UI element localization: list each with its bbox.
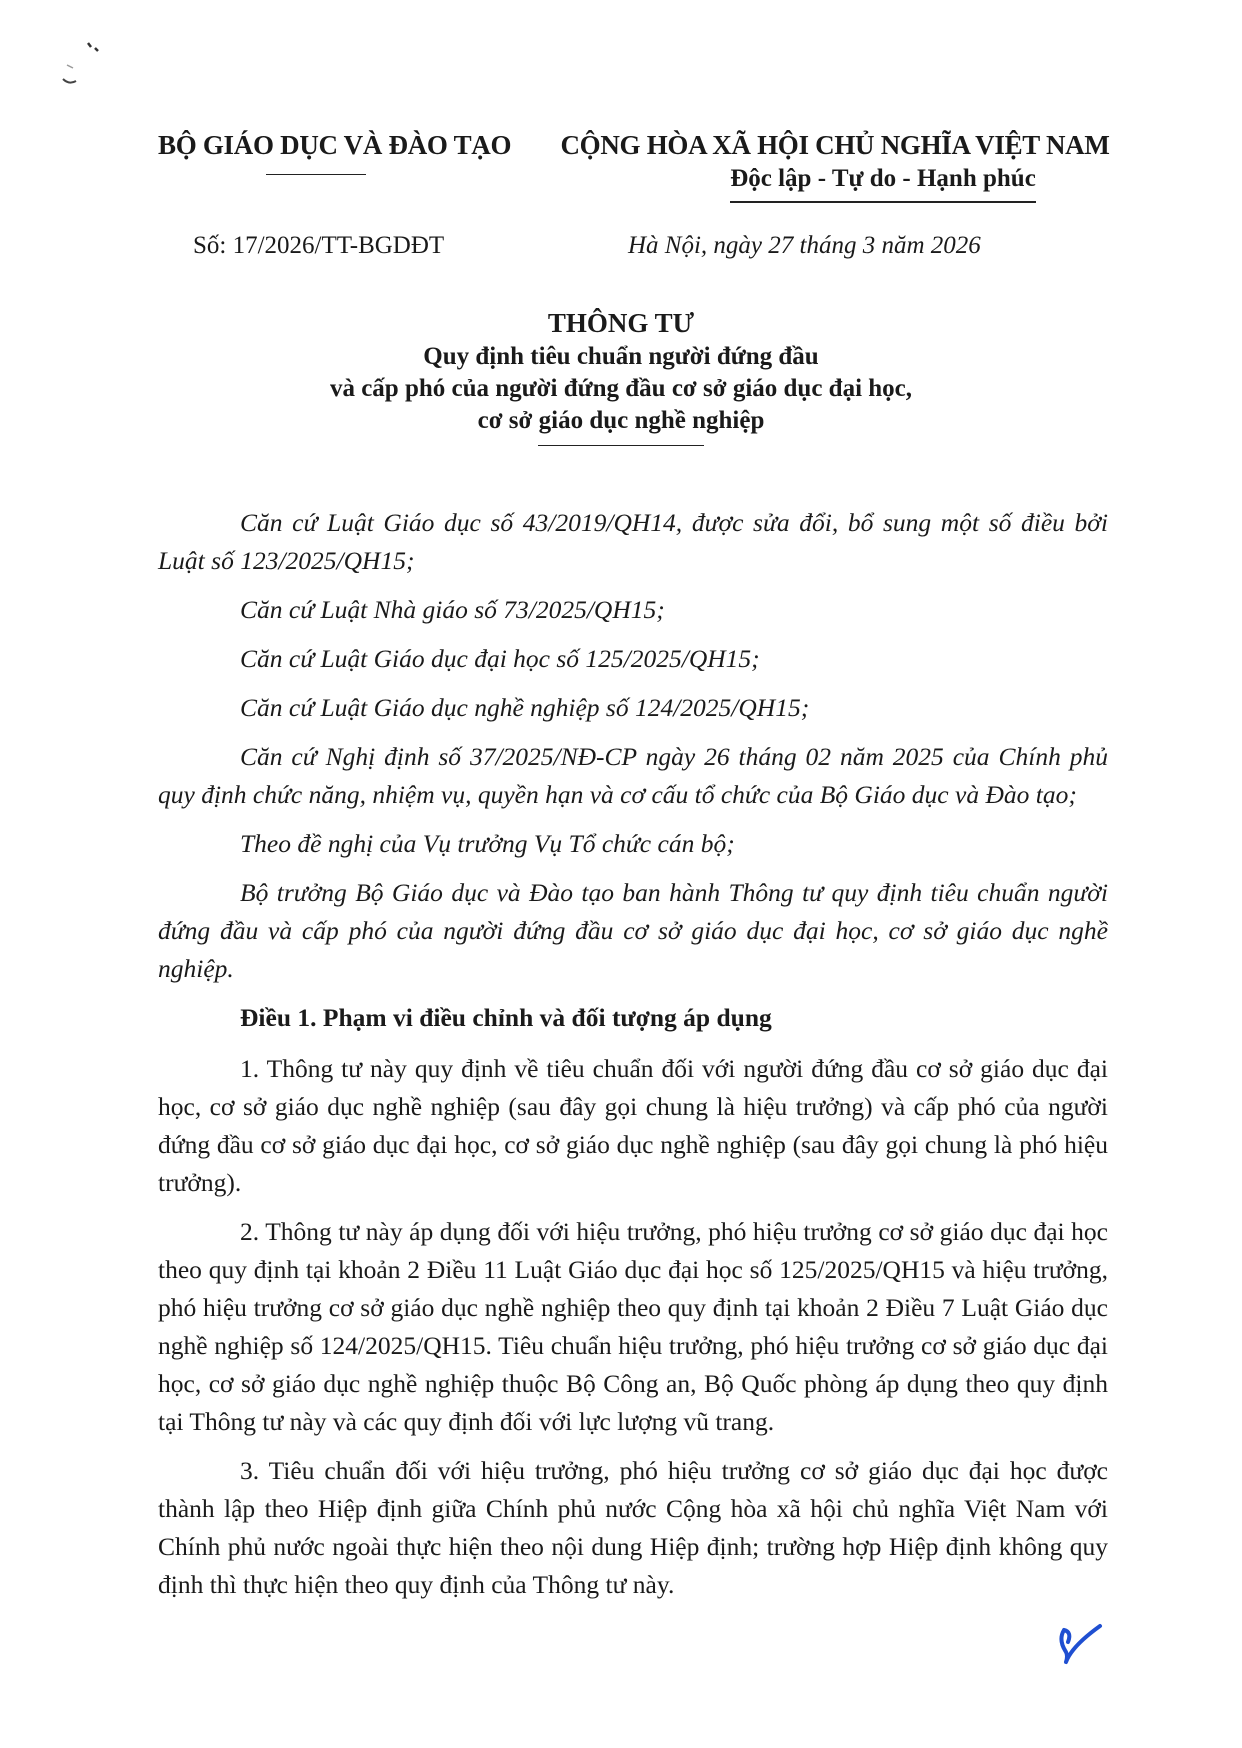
country-name: CỘNG HÒA XÃ HỘI CHỦ NGHĨA VIỆT NAM [560,130,1110,160]
subject-line: và cấp phó của người đứng đầu cơ sở giáo dục đại học, [329,375,913,402]
document-number: Số: 17/2026/TT-BGDĐT [193,232,445,259]
ministry-underline [266,174,366,175]
document-body [158,504,1108,1615]
article-clause: 2. Thông tư này áp dụng đối với hiệu trưởng, phó hiệu trưởng cơ sở giáo dục đại học theo quy định tại khoản 2 Điều 11 Luật Giáo dục đại học số 125/2025/QH15 và hiệu trưởng, phó hiệu trưởng cơ sở giáo dục nghề nghiệp theo quy định tại khoản 2 Điều 7 Luật Giáo dục nghề nghiệp số 124/2025/QH15. Tiêu chuẩn hiệu trưởng, phó hiệu trưởng cơ sở giáo dục đại học, cơ sở giáo dục nghề nghiệp thuộc Bộ Công an, Bộ Quốc phòng áp dụng theo quy định tại Thông tư này và các quy định đối với lực lượng vũ trang. [158,1217,1108,1436]
document-title [0,305,1242,446]
preamble-paragraph: Căn cứ Luật Giáo dục đại học số 125/2025/QH15; [240,644,760,673]
preamble-paragraph: Căn cứ Luật Nhà giáo số 73/2025/QH15; [240,595,665,624]
ministry-name: BỘ GIÁO DỤC VÀ ĐÀO TẠO [158,130,512,160]
handwritten-initials-icon [1050,1618,1110,1678]
document-type: THÔNG TƯ [547,308,695,338]
preamble-paragraph: Căn cứ Nghị định số 37/2025/NĐ-CP ngày 26 tháng 02 năm 2025 của Chính phủ quy định chức năng, nhiệm vụ, quyền hạn và cơ cấu tổ chức của Bộ Giáo dục và Đào tạo; [158,742,1108,809]
article-clause: 3. Tiêu chuẩn đối với hiệu trưởng, phó hiệu trưởng cơ sở giáo dục đại học được thành lập theo Hiệp định giữa Chính phủ nước Cộng hòa xã hội chủ nghĩa Việt Nam với Chính phủ nước ngoài thực hiện theo nội dung Hiệp định; trường hợp Hiệp định không quy định thì thực hiện theo quy định của Thông tư này. [158,1456,1108,1599]
preamble-paragraph: Căn cứ Luật Giáo dục số 43/2019/QH14, được sửa đổi, bổ sung một số điều bởi Luật số 123/2025/QH15; [158,508,1108,575]
issuing-agency [158,130,528,161]
preamble-paragraph: Bộ trưởng Bộ Giáo dục và Đào tạo ban hành Thông tư quy định tiêu chuẩn người đứng đầu và cấp phó của người đứng đầu cơ sở giáo dục đại học, cơ sở giáo dục nghề nghiệp. [158,878,1108,983]
preamble-paragraph: Theo đề nghị của Vụ trưởng Vụ Tổ chức cán bộ; [240,829,735,858]
subject-line: Quy định tiêu chuẩn người đứng đầu [423,343,819,370]
place-and-date: Hà Nội, ngày 27 tháng 3 năm 2026 [628,232,981,259]
title-underline [538,445,704,446]
preamble-paragraph: Căn cứ Luật Giáo dục nghề nghiệp số 124/2025/QH15; [240,693,810,722]
article-clause: 1. Thông tư này quy định về tiêu chuẩn đối với người đứng đầu cơ sở giáo dục đại học, cơ sở giáo dục nghề nghiệp (sau đây gọi chung là hiệu trưởng) và cấp phó của người đứng đầu cơ sở giáo dục đại học, cơ sở giáo dục nghề nghiệp (sau đây gọi chung là phó hiệu trưởng). [158,1054,1108,1197]
scan-artifact-marks [55,35,115,95]
subject-line: cơ sở giáo dục nghề nghiệp [477,407,765,434]
national-title [555,130,1115,203]
national-motto: Độc lập - Tự do - Hạnh phúc [730,165,1036,203]
article-heading: Điều 1. Phạm vi điều chỉnh và đối tượng áp dụng [240,1003,772,1032]
